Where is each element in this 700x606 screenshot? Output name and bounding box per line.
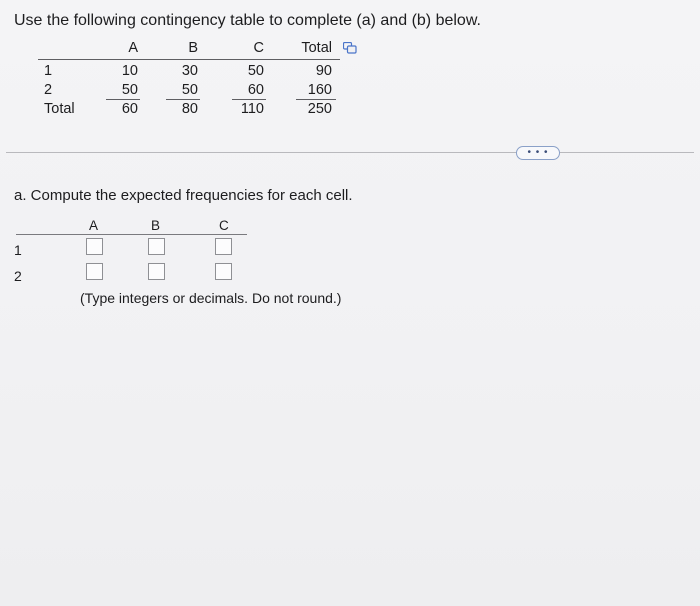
more-button[interactable]: • • • bbox=[516, 146, 560, 160]
answer-col-header-c: C bbox=[219, 218, 229, 233]
col-header-a: A bbox=[128, 40, 138, 56]
answer-input-1b[interactable] bbox=[148, 238, 165, 255]
col-header-b: B bbox=[188, 40, 198, 56]
table-cell: 50 bbox=[181, 82, 198, 98]
table-header-rule bbox=[38, 59, 340, 60]
answer-input-1c[interactable] bbox=[215, 238, 232, 255]
table-cell: 110 bbox=[240, 101, 264, 117]
sum-rule bbox=[106, 99, 140, 100]
section-divider bbox=[6, 152, 694, 153]
answer-col-header-b: B bbox=[151, 218, 161, 233]
col-header-total: Total bbox=[301, 40, 332, 56]
answer-col-header-a: A bbox=[89, 218, 99, 233]
answer-input-1a[interactable] bbox=[86, 238, 103, 255]
answer-row-label-1: 1 bbox=[14, 242, 22, 258]
table-cell: 60 bbox=[247, 82, 264, 98]
sum-rule bbox=[166, 99, 200, 100]
table-cell: 30 bbox=[181, 63, 198, 79]
answer-input-2a[interactable] bbox=[86, 263, 103, 280]
instruction-text: Use the following contingency table to complete (a) and (b) below. bbox=[14, 12, 481, 29]
copy-icon[interactable] bbox=[343, 42, 357, 54]
part-a-question: a. Compute the expected frequencies for each cell. bbox=[14, 187, 353, 204]
table-cell: 80 bbox=[181, 101, 198, 117]
answer-input-2c[interactable] bbox=[215, 263, 232, 280]
input-hint: (Type integers or decimals. Do not round.) bbox=[80, 290, 342, 306]
row-label-total: Total bbox=[44, 101, 75, 117]
table-cell: 250 bbox=[307, 101, 332, 117]
table-cell: 50 bbox=[121, 82, 138, 98]
answer-header-rule bbox=[16, 234, 247, 235]
row-label-2: 2 bbox=[44, 82, 53, 98]
answer-row-label-2: 2 bbox=[14, 268, 22, 284]
table-cell: 160 bbox=[307, 82, 332, 98]
table-cell: 90 bbox=[315, 63, 332, 79]
sum-rule bbox=[296, 99, 336, 100]
table-cell: 60 bbox=[121, 101, 138, 117]
answer-input-2b[interactable] bbox=[148, 263, 165, 280]
table-cell: 10 bbox=[121, 63, 138, 79]
row-label-1: 1 bbox=[44, 63, 53, 79]
col-header-c: C bbox=[253, 40, 264, 56]
sum-rule bbox=[232, 99, 266, 100]
table-cell: 50 bbox=[247, 63, 264, 79]
